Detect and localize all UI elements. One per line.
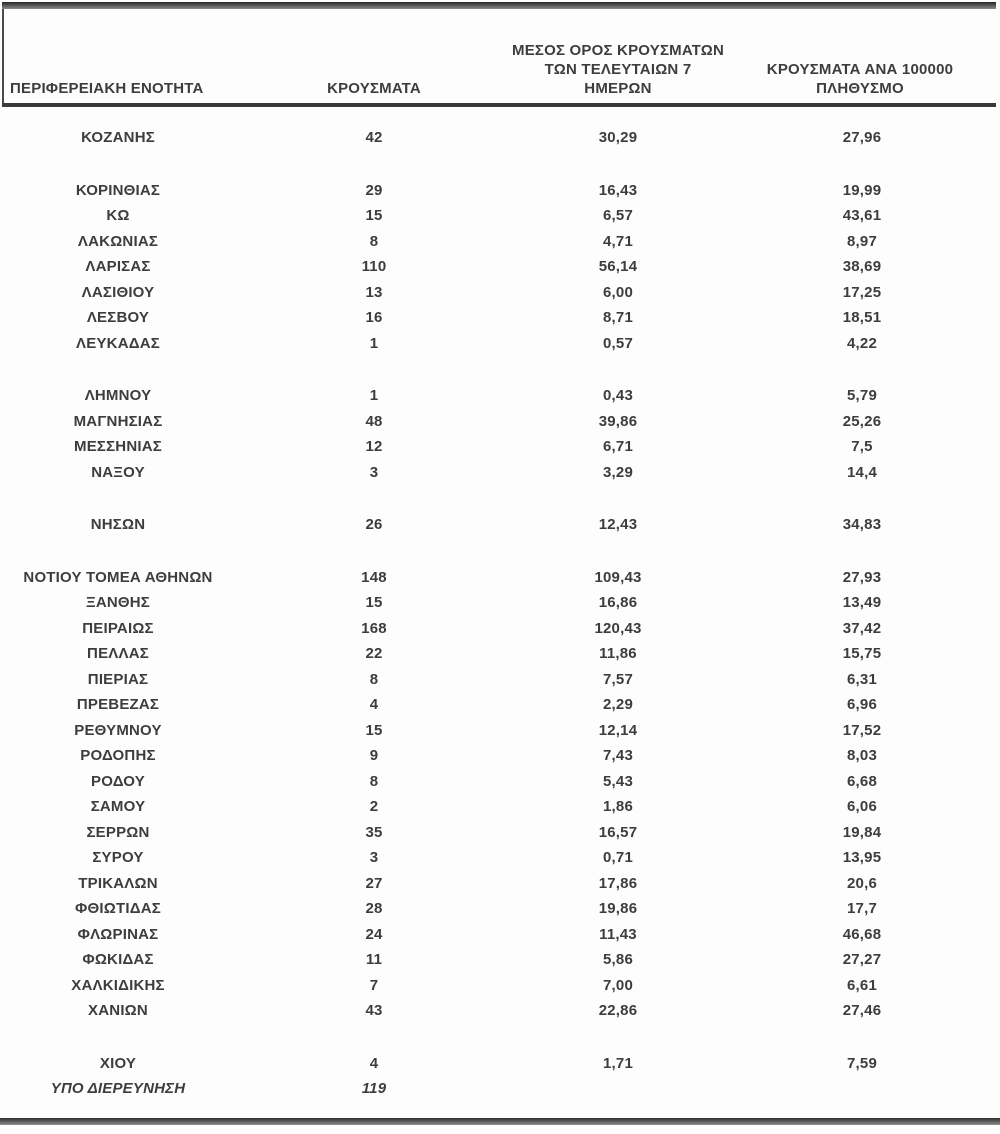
avg7-cell: 109,43 [594, 568, 642, 586]
cases-cell: 35 [365, 823, 383, 841]
region-cell: ΚΟΡΙΝΘΙΑΣ [75, 181, 161, 199]
per100k-cell: 17,7 [847, 900, 877, 918]
region-cell: ΣΥΡΟΥ [92, 849, 144, 867]
region-cell: ΞΑΝΘΗΣ [85, 594, 151, 612]
region-cell: ΜΑΓΝΗΣΙΑΣ [73, 412, 163, 430]
column-header-region: ΠΕΡΙΦΕΡΕΙΑΚΗ ΕΝΟΤΗΤΑ [10, 80, 204, 97]
avg7-cell: 5,86 [603, 951, 633, 969]
table-row [0, 178, 1000, 204]
table-row [0, 896, 1000, 922]
table-row [0, 769, 1000, 795]
table-row [0, 616, 1000, 642]
per100k-cell: 5,79 [847, 387, 877, 405]
table-row [0, 667, 1000, 693]
avg7-cell: 16,57 [598, 823, 638, 841]
per100k-cell: 27,46 [842, 1002, 882, 1020]
table-row [0, 254, 1000, 280]
table-row [0, 922, 1000, 948]
avg7-cell: 17,86 [598, 874, 638, 892]
avg7-cell: 3,29 [603, 463, 633, 481]
per100k-cell: 6,96 [847, 696, 877, 714]
cases-cell: 28 [365, 900, 383, 918]
per100k-cell: 20,6 [847, 874, 877, 892]
avg7-cell: 7,00 [603, 976, 633, 994]
column-header-avg7-line1: ΜΕΣΟΣ ΟΡΟΣ ΚΡΟΥΣΜΑΤΩΝ [512, 42, 724, 59]
cases-cell: 15 [365, 594, 383, 612]
cases-cell: 15 [365, 207, 383, 225]
per100k-cell: 13,95 [842, 849, 882, 867]
region-cell: ΧΙΟΥ [99, 1054, 137, 1072]
per100k-cell: 7,5 [851, 438, 873, 456]
per100k-cell: 17,52 [842, 721, 882, 739]
cases-cell: 9 [369, 747, 379, 765]
avg7-cell: 19,86 [598, 900, 638, 918]
per100k-cell: 34,83 [842, 516, 882, 534]
avg7-cell: 4,71 [603, 232, 633, 250]
avg7-cell: 6,71 [603, 438, 633, 456]
avg7-cell: 8,71 [603, 309, 633, 327]
avg7-cell: 1,86 [603, 798, 633, 816]
region-cell: ΠΕΛΛΑΣ [87, 645, 149, 663]
region-cell: ΦΛΩΡΙΝΑΣ [77, 925, 159, 943]
region-cell: ΧΑΝΙΩΝ [88, 1002, 148, 1020]
avg7-cell: 30,29 [598, 129, 638, 147]
cases-cell: 29 [365, 181, 383, 199]
row-group-spacer [0, 538, 1000, 565]
header-row [0, 9, 996, 103]
cases-cell: 15 [365, 721, 383, 739]
avg7-cell: 56,14 [598, 258, 638, 276]
per100k-cell: 4,22 [847, 334, 877, 352]
per100k-cell: 15,75 [842, 645, 882, 663]
avg7-cell: 0,43 [603, 387, 633, 405]
table-row [0, 973, 1000, 999]
table-row [0, 305, 1000, 331]
bottom-rule [0, 1118, 1000, 1125]
table-body [0, 107, 1000, 1102]
table-row [0, 280, 1000, 306]
region-cell: ΝΑΞΟΥ [91, 463, 145, 481]
avg7-cell: 7,57 [603, 670, 633, 688]
cases-cell: 2 [369, 798, 379, 816]
region-cell: ΚΟΖΑΝΗΣ [81, 129, 155, 147]
table-row [0, 718, 1000, 744]
per100k-cell: 14,4 [847, 463, 877, 481]
table-row [0, 947, 1000, 973]
table-row [0, 794, 1000, 820]
region-cell: ΡΕΘΥΜΝΟΥ [74, 721, 162, 739]
avg7-cell: 12,43 [598, 516, 638, 534]
region-cell: ΠΙΕΡΙΑΣ [87, 670, 149, 688]
table-row [0, 125, 1000, 151]
cases-cell: 27 [365, 874, 383, 892]
region-cell: ΥΠΟ ΔΙΕΡΕΥΝΗΣΗ [50, 1080, 186, 1098]
row-group-spacer [0, 1024, 1000, 1051]
row-group-spacer [0, 485, 1000, 512]
per100k-cell: 8,97 [847, 232, 877, 250]
cases-cell: 42 [365, 129, 383, 147]
cases-cell: 8 [369, 670, 379, 688]
per100k-cell: 25,26 [842, 412, 882, 430]
table-row [0, 1051, 1000, 1077]
per100k-cell: 6,61 [847, 976, 877, 994]
region-cell: ΛΑΡΙΣΑΣ [85, 258, 151, 276]
per100k-cell: 37,42 [842, 619, 882, 637]
column-header-per100k [724, 60, 996, 98]
avg7-cell: 12,14 [598, 721, 638, 739]
cases-cell: 168 [361, 619, 387, 637]
cases-cell: 22 [365, 645, 383, 663]
table-row [0, 845, 1000, 871]
table-row [0, 434, 1000, 460]
avg7-cell: 1,71 [603, 1054, 633, 1072]
avg7-cell: 22,86 [598, 1002, 638, 1020]
cases-cell: 3 [369, 849, 379, 867]
region-cell: ΝΟΤΙΟΥ ΤΟΜΕΑ ΑΘΗΝΩΝ [23, 568, 213, 586]
table-row [0, 1076, 1000, 1102]
avg7-cell: 6,00 [603, 283, 633, 301]
cases-cell: 11 [365, 951, 383, 969]
report-page [0, 2, 1000, 1134]
avg7-cell: 7,43 [603, 747, 633, 765]
per100k-cell: 38,69 [842, 258, 882, 276]
per100k-cell: 43,61 [842, 207, 882, 225]
region-cell: ΛΗΜΝΟΥ [84, 387, 152, 405]
table-row [0, 229, 1000, 255]
region-cell: ΛΕΥΚΑΔΑΣ [76, 334, 160, 352]
row-group-spacer [0, 356, 1000, 383]
avg7-cell: 16,86 [598, 594, 638, 612]
region-cell: ΠΡΕΒΕΖΑΣ [76, 696, 160, 714]
avg7-cell: 2,29 [603, 696, 633, 714]
region-cell: ΧΑΛΚΙΔΙΚΗΣ [71, 976, 165, 994]
table-row [0, 692, 1000, 718]
region-cell: ΛΕΣΒΟΥ [86, 309, 150, 327]
region-cell: ΦΩΚΙΔΑΣ [82, 951, 154, 969]
region-cell: ΡΟΔΟΠΗΣ [80, 747, 156, 765]
cases-cell: 7 [369, 976, 379, 994]
avg7-cell: 6,57 [603, 207, 633, 225]
cases-cell: 43 [365, 1002, 383, 1020]
cases-cell: 4 [369, 696, 379, 714]
per100k-cell: 27,27 [842, 951, 882, 969]
cases-cell: 1 [369, 334, 379, 352]
per100k-cell: 19,99 [842, 181, 882, 199]
row-group-spacer [0, 151, 1000, 178]
avg7-cell: 11,43 [599, 925, 637, 943]
cases-cell: 12 [365, 438, 383, 456]
column-header-cases: ΚΡΟΥΣΜΑΤΑ [327, 80, 421, 97]
per100k-cell: 18,51 [842, 309, 882, 327]
per100k-cell: 7,59 [847, 1054, 877, 1072]
cases-cell: 4 [369, 1054, 379, 1072]
avg7-cell: 120,43 [594, 619, 642, 637]
avg7-cell: 5,43 [603, 772, 633, 790]
cases-cell: 3 [369, 463, 379, 481]
per100k-cell: 8,03 [847, 747, 877, 765]
region-cell: ΝΗΣΩΝ [90, 516, 146, 534]
table-row [0, 460, 1000, 486]
avg7-cell: 0,57 [603, 334, 633, 352]
per100k-cell: 6,31 [847, 670, 877, 688]
table-row [0, 871, 1000, 897]
per100k-cell: 13,49 [842, 594, 882, 612]
region-cell: ΦΘΙΩΤΙΔΑΣ [75, 900, 161, 918]
region-cell: ΠΕΙΡΑΙΩΣ [82, 619, 154, 637]
region-cell: ΜΕΣΣΗΝΙΑΣ [74, 438, 162, 456]
table-row [0, 383, 1000, 409]
table-row [0, 743, 1000, 769]
cases-cell: 48 [365, 412, 383, 430]
cases-cell: 8 [369, 232, 379, 250]
per100k-cell: 17,25 [842, 283, 882, 301]
region-cell: ΛΑΚΩΝΙΑΣ [77, 232, 159, 250]
avg7-cell: 0,71 [603, 849, 633, 867]
table-row [0, 565, 1000, 591]
table-row [0, 409, 1000, 435]
avg7-cell: 11,86 [599, 645, 637, 663]
region-cell: ΤΡΙΚΑΛΩΝ [78, 874, 158, 892]
top-rule [2, 2, 996, 9]
avg7-cell: 39,86 [598, 412, 638, 430]
per100k-cell: 27,93 [842, 568, 882, 586]
region-cell: ΣΑΜΟΥ [90, 798, 146, 816]
table-row [0, 590, 1000, 616]
region-cell: ΣΕΡΡΩΝ [86, 823, 150, 841]
table-header [0, 9, 996, 103]
column-header-per100k-line2: ΠΛΗΘΥΣΜΟ [816, 80, 904, 97]
region-cell: ΚΩ [106, 207, 130, 225]
table-row [0, 512, 1000, 538]
cases-cell: 110 [361, 258, 387, 276]
per100k-cell: 6,68 [847, 772, 877, 790]
column-header-per100k-line1: ΚΡΟΥΣΜΑΤΑ ΑΝΑ 100000 [766, 61, 954, 78]
cases-cell: 1 [369, 387, 379, 405]
avg7-cell: 16,43 [598, 181, 638, 199]
cases-cell: 16 [365, 309, 383, 327]
per100k-cell: 19,84 [842, 823, 882, 841]
cases-cell: 8 [369, 772, 379, 790]
cases-cell: 26 [365, 516, 383, 534]
region-cell: ΡΟΔΟΥ [91, 772, 145, 790]
cases-cell: 13 [365, 283, 383, 301]
table-row [0, 820, 1000, 846]
table-row [0, 331, 1000, 357]
table-row [0, 998, 1000, 1024]
cases-cell: 119 [361, 1080, 387, 1098]
per100k-cell: 27,96 [842, 129, 882, 147]
column-header-avg7 [512, 41, 724, 98]
region-cell: ΛΑΣΙΘΙΟΥ [81, 283, 155, 301]
column-header-avg7-line2: ΤΩΝ ΤΕΛΕΥΤΑΙΩΝ 7 ΗΜΕΡΩΝ [544, 61, 692, 97]
table-row [0, 641, 1000, 667]
header-left-rule [2, 9, 4, 103]
cases-cell: 24 [365, 925, 383, 943]
per100k-cell: 46,68 [842, 925, 882, 943]
per100k-cell: 6,06 [847, 798, 877, 816]
table-row [0, 203, 1000, 229]
cases-cell: 148 [361, 568, 387, 586]
